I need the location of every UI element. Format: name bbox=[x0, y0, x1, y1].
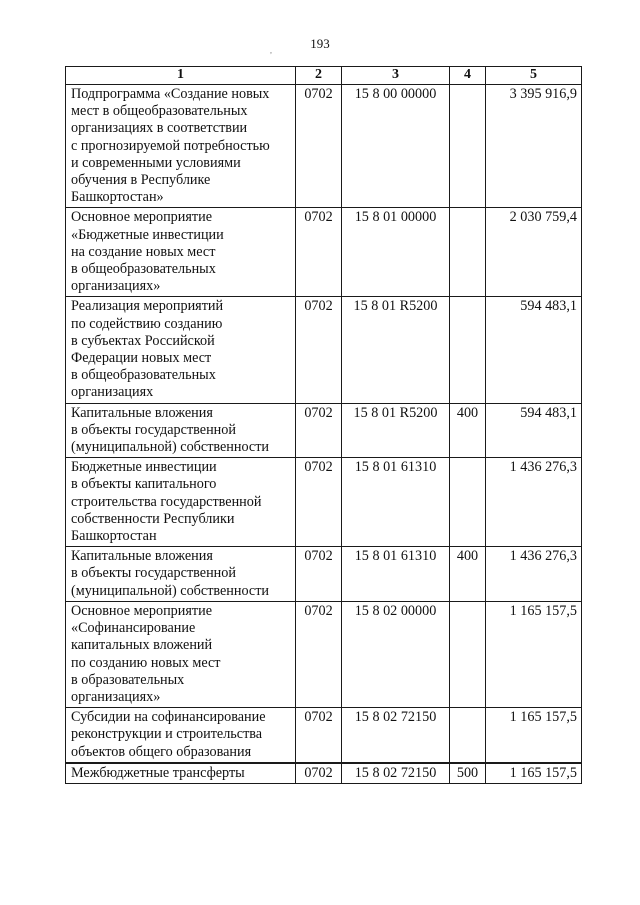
row-section-code: 0702 bbox=[296, 708, 342, 763]
page-number: 193 bbox=[310, 36, 330, 51]
table-row bbox=[66, 403, 582, 458]
row-name: Бюджетные инвестиции в объекты капитального строительства государственной собственности Республики Башкортостан bbox=[66, 458, 296, 547]
row-target-code: 15 8 02 72150 bbox=[342, 708, 450, 763]
row-sum: 3 395 916,9 bbox=[486, 85, 582, 208]
row-name: Основное мероприятие «Бюджетные инвестиции на создание новых мест в общеобразовательных организациях» bbox=[66, 208, 296, 297]
row-section-code: 0702 bbox=[296, 208, 342, 297]
row-sum: 1 165 157,5 bbox=[486, 763, 582, 784]
table-row bbox=[66, 85, 582, 208]
row-name: Подпрограмма «Создание новых мест в общеобразовательных организациях в соответствии с прогнозируемой потребностью и современными условиями обучения в Республике Башкортостан» bbox=[66, 85, 296, 208]
header-col-3: 3 bbox=[342, 67, 450, 85]
row-expense-type bbox=[450, 85, 486, 208]
row-expense-type bbox=[450, 601, 486, 707]
table-row bbox=[66, 708, 582, 763]
row-section-code: 0702 bbox=[296, 601, 342, 707]
row-expense-type: 400 bbox=[450, 403, 486, 458]
header-col-1: 1 bbox=[66, 67, 296, 85]
table-row bbox=[66, 547, 582, 602]
row-name: Капитальные вложения в объекты государственной (муниципальной) собственности bbox=[66, 547, 296, 602]
row-name: Субсидии на софинансирование реконструкции и строительства объектов общего образования bbox=[66, 708, 296, 763]
row-sum: 594 483,1 bbox=[486, 297, 582, 403]
row-section-code: 0702 bbox=[296, 85, 342, 208]
row-section-code: 0702 bbox=[296, 297, 342, 403]
row-expense-type bbox=[450, 708, 486, 763]
row-section-code: 0702 bbox=[296, 763, 342, 784]
row-target-code: 15 8 01 61310 bbox=[342, 458, 450, 547]
scan-mark: , bbox=[270, 46, 272, 55]
row-name: Межбюджетные трансферты bbox=[66, 763, 296, 784]
row-section-code: 0702 bbox=[296, 403, 342, 458]
row-name: Основное мероприятие «Софинансирование капитальных вложений по созданию новых мест в образовательных организациях» bbox=[66, 601, 296, 707]
row-expense-type: 400 bbox=[450, 547, 486, 602]
header-col-2: 2 bbox=[296, 67, 342, 85]
row-target-code: 15 8 01 R5200 bbox=[342, 297, 450, 403]
row-expense-type bbox=[450, 208, 486, 297]
row-expense-type bbox=[450, 297, 486, 403]
budget-table bbox=[65, 66, 582, 784]
table-row bbox=[66, 297, 582, 403]
row-expense-type: 500 bbox=[450, 763, 486, 784]
row-target-code: 15 8 00 00000 bbox=[342, 85, 450, 208]
table-row bbox=[66, 208, 582, 297]
row-sum: 2 030 759,4 bbox=[486, 208, 582, 297]
row-target-code: 15 8 02 72150 bbox=[342, 763, 450, 784]
row-section-code: 0702 bbox=[296, 458, 342, 547]
row-name: Капитальные вложения в объекты государственной (муниципальной) собственности bbox=[66, 403, 296, 458]
table-row bbox=[66, 458, 582, 547]
row-target-code: 15 8 01 61310 bbox=[342, 547, 450, 602]
table-row bbox=[66, 763, 582, 784]
row-target-code: 15 8 02 00000 bbox=[342, 601, 450, 707]
row-sum: 594 483,1 bbox=[486, 403, 582, 458]
row-target-code: 15 8 01 00000 bbox=[342, 208, 450, 297]
row-name: Реализация мероприятий по содействию созданию в субъектах Российской Федерации новых мест в общеобразовательных организациях bbox=[66, 297, 296, 403]
row-sum: 1 165 157,5 bbox=[486, 708, 582, 763]
table-row bbox=[66, 601, 582, 707]
header-col-4: 4 bbox=[450, 67, 486, 85]
row-sum: 1 436 276,3 bbox=[486, 547, 582, 602]
row-sum: 1 165 157,5 bbox=[486, 601, 582, 707]
header-col-5: 5 bbox=[486, 67, 582, 85]
table-header-row bbox=[66, 67, 582, 85]
row-target-code: 15 8 01 R5200 bbox=[342, 403, 450, 458]
row-expense-type bbox=[450, 458, 486, 547]
row-section-code: 0702 bbox=[296, 547, 342, 602]
row-sum: 1 436 276,3 bbox=[486, 458, 582, 547]
